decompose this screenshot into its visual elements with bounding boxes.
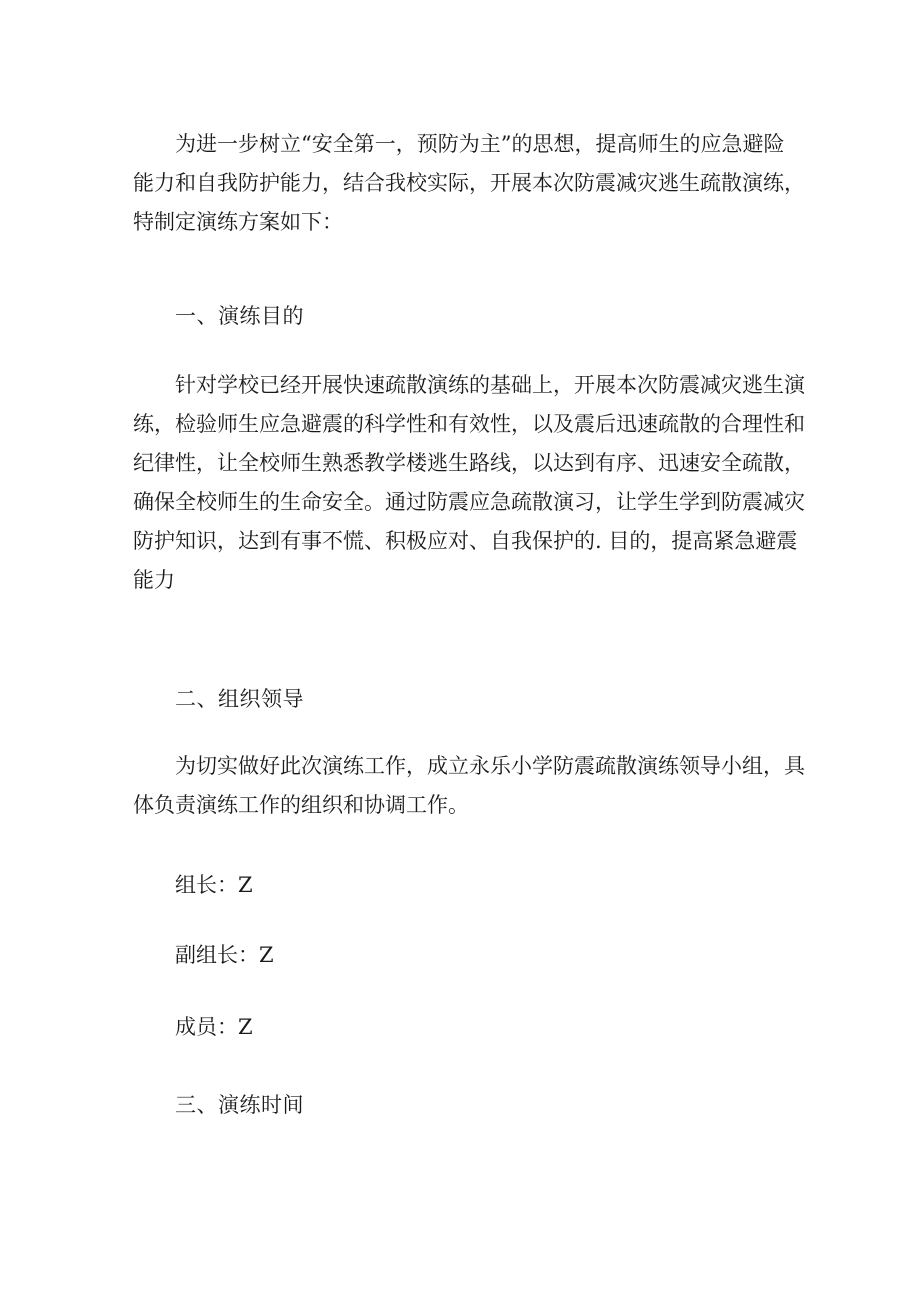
organization-paragraph: 为切实做好此次演练工作，成立永乐小学防震疏散演练领导小组，具 体负责演练工作的组织和协调工作。 xyxy=(133,754,805,817)
purpose-paragraph: 针对学校已经开展快速疏散演练的基础上，开展本次防震减灾逃生演 练，检验师生应急避震的科学性和有效性，以及震后迅速疏散的合理性和 纪律性，让全校师生熟悉教学楼逃生路线，以达到有序、迅速安全疏散， 确保全校师生的生命安全。通过防震应急疏散演习，让学生学到防震减灾 防护知识，达到有事不慌、积极应对、自我保护的. 目的，提高紧急避震 能力 xyxy=(133,373,805,592)
section-heading-purpose: 一、演练目的 xyxy=(175,304,304,328)
section-heading-time: 三、演练时间 xyxy=(175,1093,304,1117)
member-deputy-leader: 副组长：Z xyxy=(175,943,274,967)
section-heading-organization: 二、组织领导 xyxy=(175,687,304,711)
intro-paragraph: 为进一步树立“安全第一，预防为主”的思想，提高师生的应急避险 能力和自我防护能力，结合我校实际，开展本次防震减灾逃生疏散演练， 特制定演练方案如下： xyxy=(133,132,805,234)
member-members: 成员：Z xyxy=(175,1015,253,1039)
member-group-leader: 组长：Z xyxy=(175,873,253,897)
